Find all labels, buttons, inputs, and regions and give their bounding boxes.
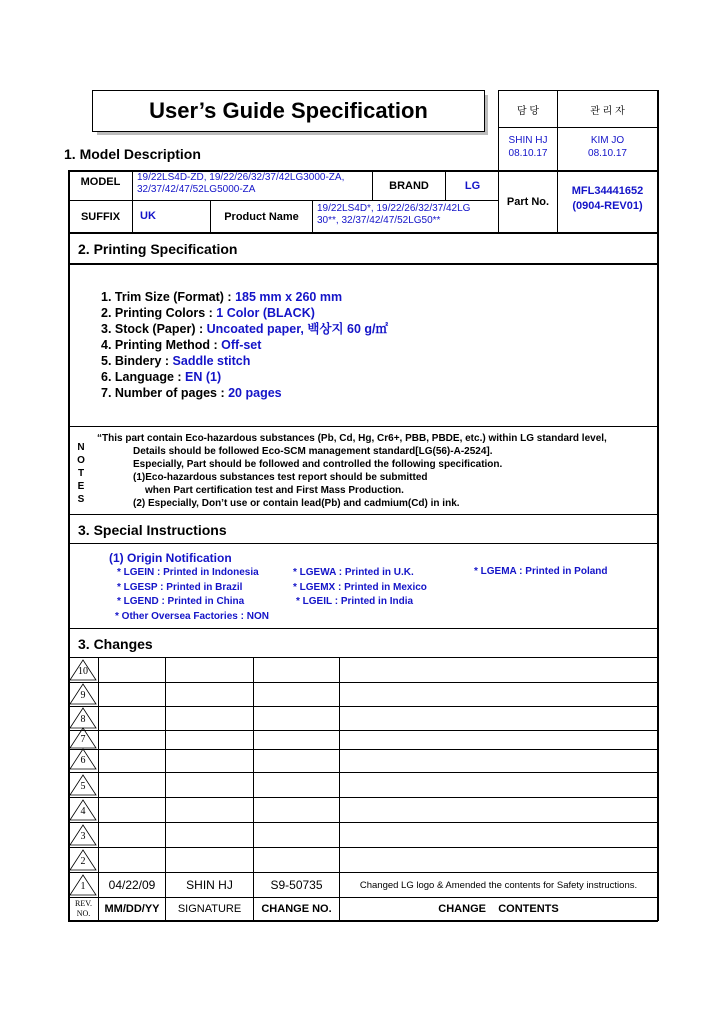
part-no-value: MFL34441652 (0904-REV01) <box>571 185 644 212</box>
approval-col2-label: 관 리 자 <box>590 105 625 117</box>
change-row1-change-no: S9-50735 <box>270 878 323 892</box>
rev-triangle-6: 6 <box>69 748 97 770</box>
product-name-value: 19/22LS4D*, 19/22/26/32/37/42LG 30**, 32/37/42/47/52LG50** <box>317 203 471 226</box>
changes-heading: 3. Changes <box>78 636 153 652</box>
special-heading: 3. Special Instructions <box>78 522 227 538</box>
rev-triangle-7: 7 <box>69 727 97 749</box>
printing-item-pages: 7. Number of pages : 20 pages <box>101 386 282 400</box>
printing-item-bindery: 5. Bindery : Saddle stitch <box>101 354 251 368</box>
rev-triangle-10: 10 <box>69 659 97 681</box>
origin-col2: * LGEWA : Printed in U.K. * LGEMX : Printed in Mexico * LGEIL : Printed in India <box>293 567 427 607</box>
product-name-label: Product Name <box>224 210 299 223</box>
origin-col1: * LGEIN : Printed in Indonesia * LGESP : Printed in Brazil * LGEND : Printed in China * Other Oversea Factories : NON <box>115 567 269 622</box>
rev-triangle-3: 3 <box>69 824 97 846</box>
footer-change-contents: CHANGE CONTENTS <box>438 903 559 915</box>
suffix-label: SUFFIX <box>80 210 121 223</box>
suffix-value: UK <box>140 210 156 222</box>
printing-heading: 2. Printing Specification <box>78 241 238 257</box>
change-row1-date: 04/22/09 <box>108 878 156 892</box>
rev-triangle-9: 9 <box>69 683 97 705</box>
part-no-label: Part No. <box>506 195 550 208</box>
footer-date: MM/DD/YY <box>104 903 160 915</box>
printing-item-stock: 3. Stock (Paper) : Uncoated paper, 백상지 60 g/㎡ <box>101 322 388 336</box>
printing-list <box>101 289 388 401</box>
origin-col3: * LGEMA : Printed in Poland <box>474 566 608 577</box>
notes-side-label: N O T E S <box>77 442 85 505</box>
model-label: MODEL <box>80 176 121 188</box>
printing-item-colors: 2. Printing Colors : 1 Color (BLACK) <box>101 306 315 320</box>
approval-col1-date: 08.10.17 <box>508 148 548 159</box>
footer-signature: SIGNATURE <box>177 903 242 915</box>
printing-item-trim: 1. Trim Size (Format) : 185 mm x 260 mm <box>101 290 343 304</box>
footer-rev-no: REV. NO. <box>75 899 92 918</box>
approval-col2-name: KIM JO <box>590 135 625 146</box>
rev-triangle-8: 8 <box>69 707 97 729</box>
footer-change-no: CHANGE NO. <box>261 903 332 915</box>
printing-item-method: 4. Printing Method : Off-set <box>101 338 262 352</box>
rev-triangle-5: 5 <box>69 774 97 796</box>
printing-item-language: 6. Language : EN (1) <box>101 370 222 384</box>
brand-value: LG <box>464 179 481 192</box>
brand-label: BRAND <box>389 179 429 192</box>
origin-title: (1) Origin Notification <box>109 551 232 565</box>
approval-col1-name: SHIN HJ <box>508 135 548 146</box>
model-section-heading: 1. Model Description <box>64 146 201 162</box>
approval-col1-label: 담 당 <box>516 105 540 117</box>
notes-text: “This part contain Eco-hazardous substances (Pb, Cd, Hg, Cr6+, PBB, PBDE, etc.) within LG standard level, Details should be followed Eco-SCM management standard[LG(56)-A-2524]. Especially, Part should be followed and controlled the following specification. (1)Eco-hazardous substances test report should be submitted when Part certification test and First Mass Production. (2) Especially, Don’t use or contain lead(Pb) and cadmium(Cd) in ink. <box>97 433 607 509</box>
approval-col2-date: 08.10.17 <box>588 148 627 159</box>
rev-triangle-1: 1 <box>69 874 97 896</box>
rev-triangle-2: 2 <box>69 849 97 871</box>
change-row1-signature: SHIN HJ <box>186 878 233 892</box>
model-value: 19/22LS4D-ZD, 19/22/26/32/37/42LG3000-ZA, 32/37/42/47/52LG5000-ZA <box>137 172 345 195</box>
page-title: User’s Guide Specification <box>149 98 428 123</box>
rev-triangle-4: 4 <box>69 799 97 821</box>
change-row1-contents: Changed LG logo & Amended the contents for Safety instructions. <box>359 879 638 891</box>
